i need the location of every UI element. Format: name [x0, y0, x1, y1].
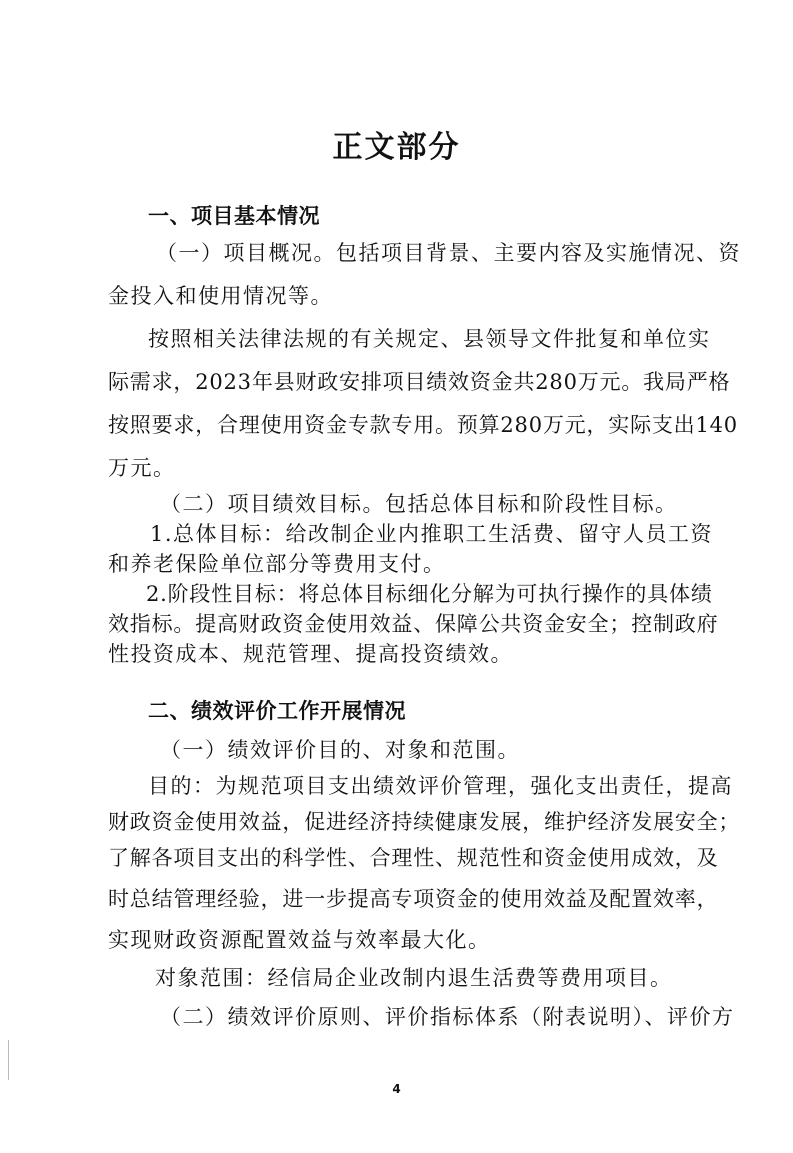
paragraph-line: 和养老保险单位部分等费用支付。: [108, 552, 446, 576]
paragraph-line: 1.总体目标：给改制企业内推职工生活费、留守人员工资: [150, 522, 714, 546]
paragraph-line: 按照相关法律法规的有关规定、县领导文件批复和单位实: [148, 327, 711, 351]
paragraph-line: 实现财政资源配置效益与效率最大化。: [108, 928, 491, 952]
paragraph-line: （二）项目绩效目标。包括总体目标和阶段性目标。: [160, 492, 678, 516]
paragraph-line: 万元。: [108, 456, 176, 480]
paragraph-line: 按照要求，合理使用资金专款专用。预算280万元，实际支出140: [108, 413, 738, 437]
paragraph-line: 财政资金使用效益，促进经济持续健康发展，维护经济发展安全；: [108, 810, 741, 834]
paragraph-line: 2.阶段性目标：将总体目标细化分解为可执行操作的具体绩: [146, 582, 713, 606]
paragraph-line: （一）绩效评价目的、对象和范围。: [160, 738, 520, 762]
paragraph-line: 际需求，2023年县财政安排项目绩效资金共280万元。我局严格: [108, 370, 731, 394]
paragraph-line: 金投入和使用情况等。: [108, 284, 333, 308]
paragraph-line: （一）项目概况。包括项目背景、主要内容及实施情况、资: [156, 241, 741, 265]
paragraph-line: 效指标。提高财政资金使用效益、保障公共资金安全；控制政府: [108, 612, 719, 636]
page-title: 正文部分: [332, 130, 461, 165]
page-number: 4: [392, 1082, 401, 1096]
section-heading-2: 二、绩效评价工作开展情况: [148, 699, 406, 723]
section-heading-1: 一、项目基本情况: [148, 204, 320, 228]
paragraph-line: 目的：为规范项目支出绩效评价管理，强化支出责任，提高: [148, 774, 733, 798]
scan-edge-mark: [8, 1040, 9, 1080]
paragraph-line: 性投资成本、规范管理、提高投资绩效。: [108, 642, 513, 666]
paragraph-line: （二）绩效评价原则、评价指标体系（附表说明）、评价方: [160, 1005, 735, 1029]
paragraph-line: 了解各项目支出的科学性、合理性、规范性和资金使用成效，及: [108, 846, 719, 870]
paragraph-line: 对象范围：经信局企业改制内退生活费等费用项目。: [155, 966, 673, 990]
paragraph-line: 时总结管理经验，进一步提高专项资金的使用效益及配置效率，: [108, 887, 719, 911]
